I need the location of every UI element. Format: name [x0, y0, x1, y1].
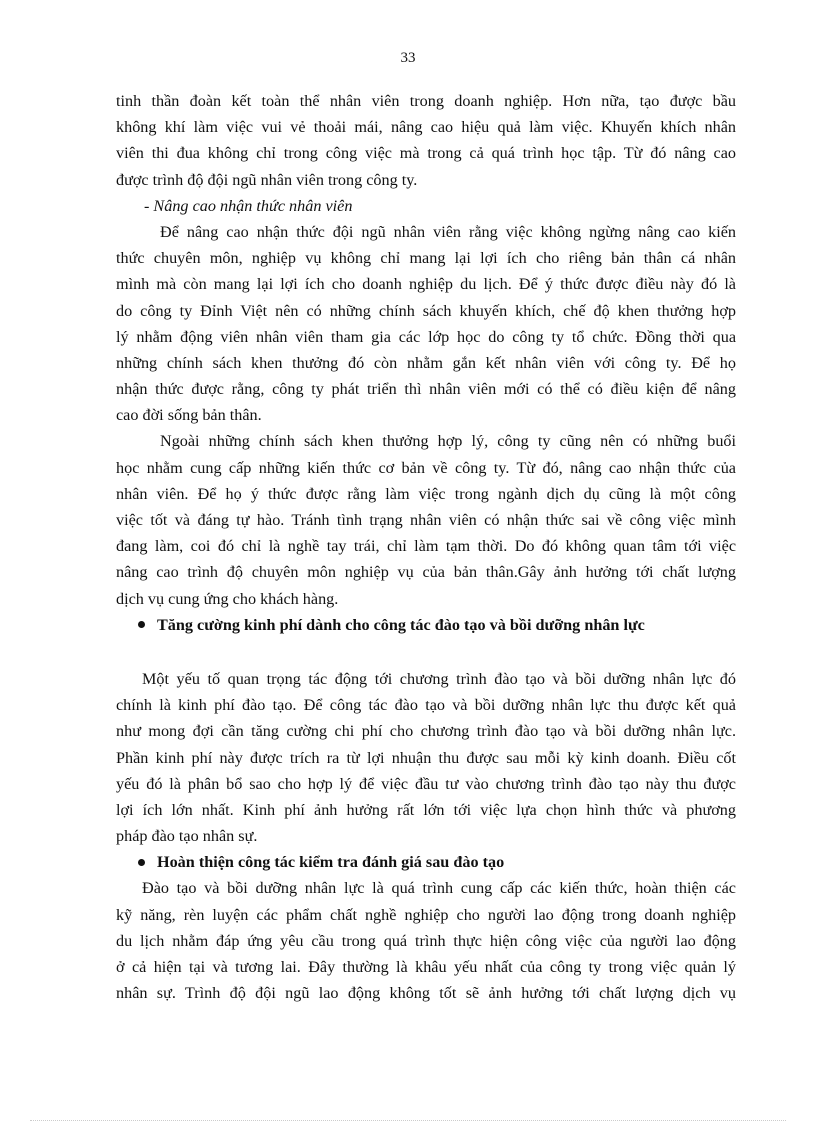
- text-line: việc tốt và đáng tự hào. Tránh tình trạng nhân viên có nhận thức sai về công việc mình: [116, 511, 736, 529]
- text-line: do công ty Đỉnh Việt nên có những chính sách khuyến khích, chế độ khen thưởng hợp: [116, 301, 736, 320]
- text-line: viên thi đua không chỉ trong công việc mà trong cả quá trình học tập. Từ đó nâng cao: [116, 144, 736, 163]
- text-line: nhận thức được rằng, công ty phát triển thì nhân viên mới có thể có điều kiện để nâng: [116, 380, 736, 399]
- subheading: - Nâng cao nhận thức nhân viên: [144, 196, 353, 215]
- text-line: nhân sự. Trình độ đội ngũ lao động không tốt sẽ ảnh hưởng tới chất lượng dịch vụ: [116, 984, 736, 1003]
- text-line: chính là kinh phí đào tạo. Để công tác đào tạo và bồi dưỡng nhân lực thu được kết quả: [116, 696, 736, 715]
- text-line: như mong đợi cần tăng cường chi phí cho chương trình đào tạo và bồi dưỡng nhân lực.: [116, 722, 736, 741]
- text-line: cao đời sống bản thân.: [116, 406, 262, 425]
- text-line: đang làm, coi đó chỉ là nghề tay trái, chỉ làm tạm thời. Do đó không quan tâm tới việc: [116, 537, 736, 556]
- bullet-dot-icon: [138, 621, 145, 628]
- paragraph-gap: [116, 638, 736, 666]
- bullet-heading-text: Hoàn thiện công tác kiểm tra đánh giá sau đào tạo: [157, 853, 505, 872]
- text-line: du lịch nhằm đáp ứng yêu cầu trong quá trình thực hiện công việc của người lao động: [116, 931, 736, 950]
- text-line: pháp đào tạo nhân sự.: [116, 827, 258, 846]
- bullet-dot-icon: [138, 859, 145, 866]
- text-line: nâng cao trình độ chuyên môn nghiệp vụ của bản thân.Gây ảnh hưởng tới chất lượng: [116, 563, 736, 582]
- bullet-heading: [116, 612, 736, 638]
- text-line: tinh thần đoàn kết toàn thể nhân viên trong doanh nghiệp. Hơn nữa, tạo được bầu: [116, 92, 736, 110]
- text-line: lý nhằm động viên nhân viên tham gia các lớp học do công ty tổ chức. Đồng thời qua: [116, 327, 736, 346]
- text-line: không khí làm việc vui vẻ thoải mái, nâng cao hiệu quả làm việc. Khuyến khích nhân: [116, 118, 736, 137]
- text-line: được trình độ đội ngũ nhân viên trong công ty.: [116, 170, 418, 189]
- text-line: kỹ năng, rèn luyện các phẩm chất nghề nghiệp cho người lao động trong doanh nghiệp: [116, 905, 736, 924]
- text-line: nhân viên. Để họ ý thức được rằng làm việc trong ngành dịch dụ cũng là một công: [116, 484, 736, 503]
- text-line: mình mà còn mang lại lợi ích cho doanh nghiệp du lịch. Để ý thức được điều này đó là: [116, 275, 736, 294]
- bullet-heading: [116, 849, 736, 875]
- text-line: những chính sách khen thưởng đó còn nhằm gắn kết nhân viên với công ty. Để họ: [116, 353, 736, 372]
- text-line: học nhằm cung cấp những kiến thức cơ bản về công ty. Từ đó, nâng cao nhận thức của: [116, 458, 736, 477]
- text-line: Ngoài những chính sách khen thưởng hợp lý, công ty cũng nên có những buổi: [160, 432, 736, 451]
- text-line: Phần kinh phí này được trích ra từ lợi nhuận thu được sau mỗi kỳ kinh doanh. Điều cốt: [116, 748, 736, 767]
- text-line: Để nâng cao nhận thức đội ngũ nhân viên rằng việc không ngừng nâng cao kiến: [160, 222, 736, 241]
- bullet-heading-text: Tăng cường kinh phí dành cho công tác đào tạo và bồi dưỡng nhân lực: [157, 615, 645, 634]
- text-line: yếu đó là phân bổ sao cho hợp lý để việc đầu tư vào chương trình đào tạo này thu được: [116, 774, 736, 793]
- text-line: dịch vụ cung ứng cho khách hàng.: [116, 589, 339, 608]
- text-line: Đào tạo và bồi dưỡng nhân lực là quá trình cung cấp các kiến thức, hoàn thiện các: [142, 879, 736, 898]
- text-line: ở cả hiện tại và tương lai. Đây thường là khâu yếu nhất của công ty trong việc quản lý: [116, 958, 736, 976]
- text-line: lợi ích lớn nhất. Kinh phí ảnh hưởng rất lớn tới việc lựa chọn hình thức và phương: [116, 800, 736, 819]
- page-body: [116, 88, 736, 1006]
- page-number: 33: [400, 50, 416, 66]
- text-line: Một yếu tố quan trọng tác động tới chương trình đào tạo và bồi dưỡng nhân lực đó: [142, 669, 736, 688]
- page-bottom-divider: [30, 1120, 786, 1121]
- text-line: thức chuyên môn, nghiệp vụ không chỉ mang lại lợi ích cho riêng bản thân cá nhân: [116, 249, 736, 268]
